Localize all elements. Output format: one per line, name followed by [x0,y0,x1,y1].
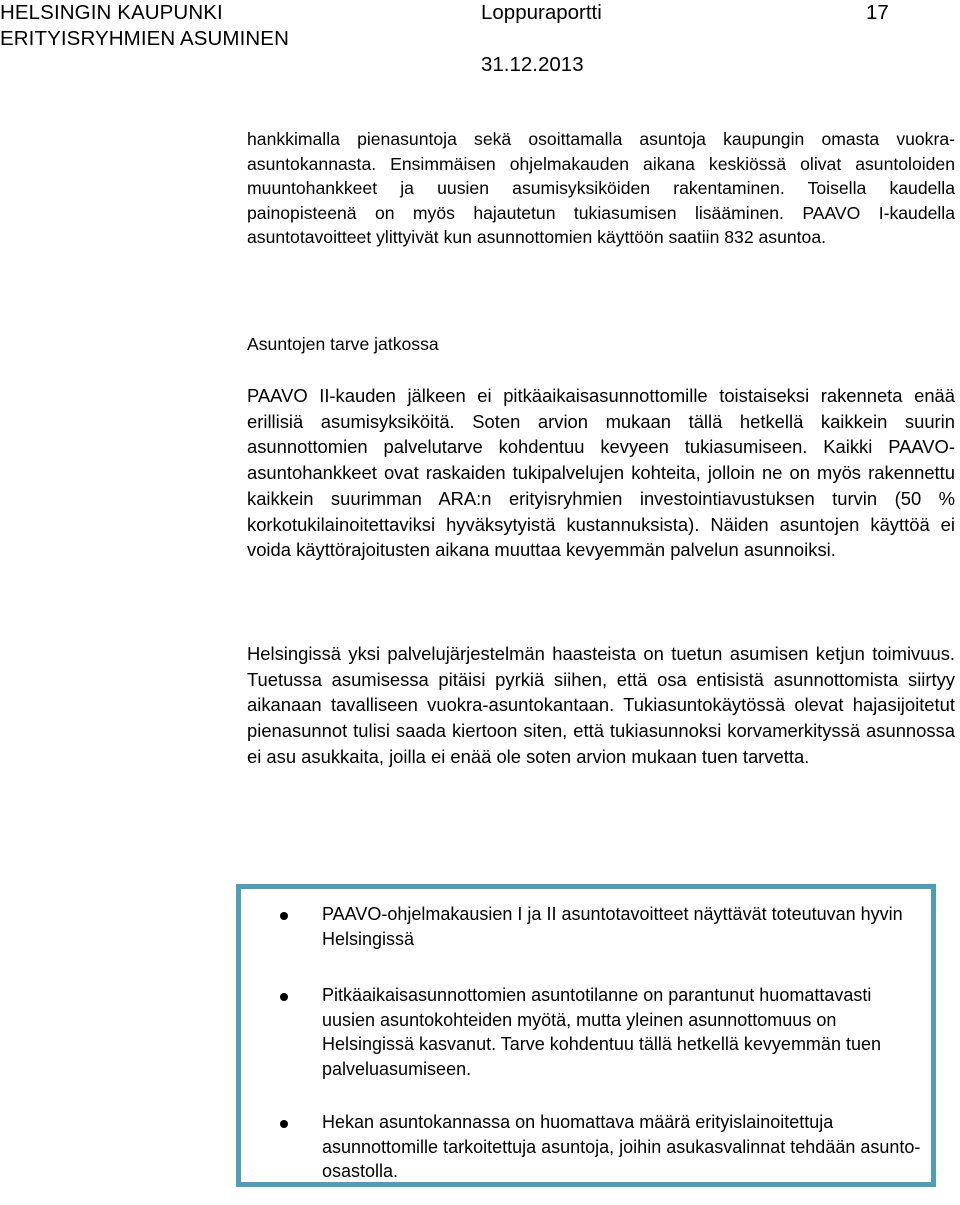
header-date: 31.12.2013 [481,53,584,76]
bullet-icon [280,993,288,1001]
summary-item-text: PAAVO-ohjelmakausien I ja II asuntotavoitteet näyttävät toteutuvan hyvin Helsingissä [322,904,903,949]
summary-item-text: Hekan asuntokannassa on huomattava määrä erityislainoitettuja asunnottomille tarkoitettuja asuntoja, joihin asukasvalinnat tehdään asunto-osastolla. [322,1112,921,1181]
header-org-line1: HELSINGIN KAUPUNKI [0,1,223,24]
bullet-icon [280,1120,288,1128]
header-org-line2: ERITYISRYHMIEN ASUMINEN [0,27,289,50]
paragraph-1: hankkimalla pienasuntoja sekä osoittamalla asuntoja kaupungin omasta vuokra-asuntokannasta. Ensimmäisen ohjelmakauden aikana keskiössä olivat asuntoloiden muuntohankkeet ja uusien asumisyksiköiden rakentaminen. Toisella kaudella painopisteenä on myös hajautetun tukiasumisen lisääminen. PAAVO I-kaudella asuntotavoitteet ylittyivät kun asunnottomien käyttöön saatiin 832 asuntoa. [247,129,955,248]
header-doc-title: Loppuraportti [481,1,602,24]
paragraph-3: Helsingissä yksi palvelujärjestelmän haasteista on tuetun asumisen ketjun toimivuus. Tuetussa asumisessa pitäisi pyrkiä siihen, että osa entisistä asunnottomista siirtyy aikanaan tavalliseen vuokra-asuntokantaan. Tukiasuntokäytössä olevat hajasijoitetut pienasunnot tulisi saada kiertoon siten, että tukiasunnoksi korvamerkityssä asunnossa ei asu asukkaita, joilla ei enää ole soten arvion mukaan tuen tarvetta. [247,643,955,767]
section-subheading: Asuntojen tarve jatkossa [247,334,439,354]
paragraph-2: PAAVO II-kauden jälkeen ei pitkäaikaisasunnottomille toistaiseksi rakenneta enää erillisiä asumisyksiköitä. Soten arvion mukaan tällä hetkellä kaikkein suurin asunnottomien palvelutarve kohdentuu kevyeen tukiasumiseen. Kaikki PAAVO- asuntohankkeet ovat raskaiden tukipalvelujen kohteita, jolloin ne on myös rakennettu kaikkein suurimman ARA:n erityisryhmien investointiavustuksen turvin (50 % korkotukilainoitettaviksi hyväksytyistä kustannuksista). Näiden asuntojen käyttöä ei voida käyttörajoitusten aikana muuttaa kevyemmän palvelun asunnoiksi. [247,385,955,561]
summary-box [236,884,936,1187]
bullet-icon [280,912,288,920]
summary-item-text: Pitkäaikaisasunnottomien asuntotilanne on parantunut huomattavasti uusien asuntokohteiden myötä, mutta yleinen asunnottomuus on Helsingissä kasvanut. Tarve kohdentuu tällä hetkellä kevyemmän tuen palveluasumiseen. [322,985,881,1079]
header-page-number: 17 [866,1,889,24]
header-organization [0,0,289,52]
